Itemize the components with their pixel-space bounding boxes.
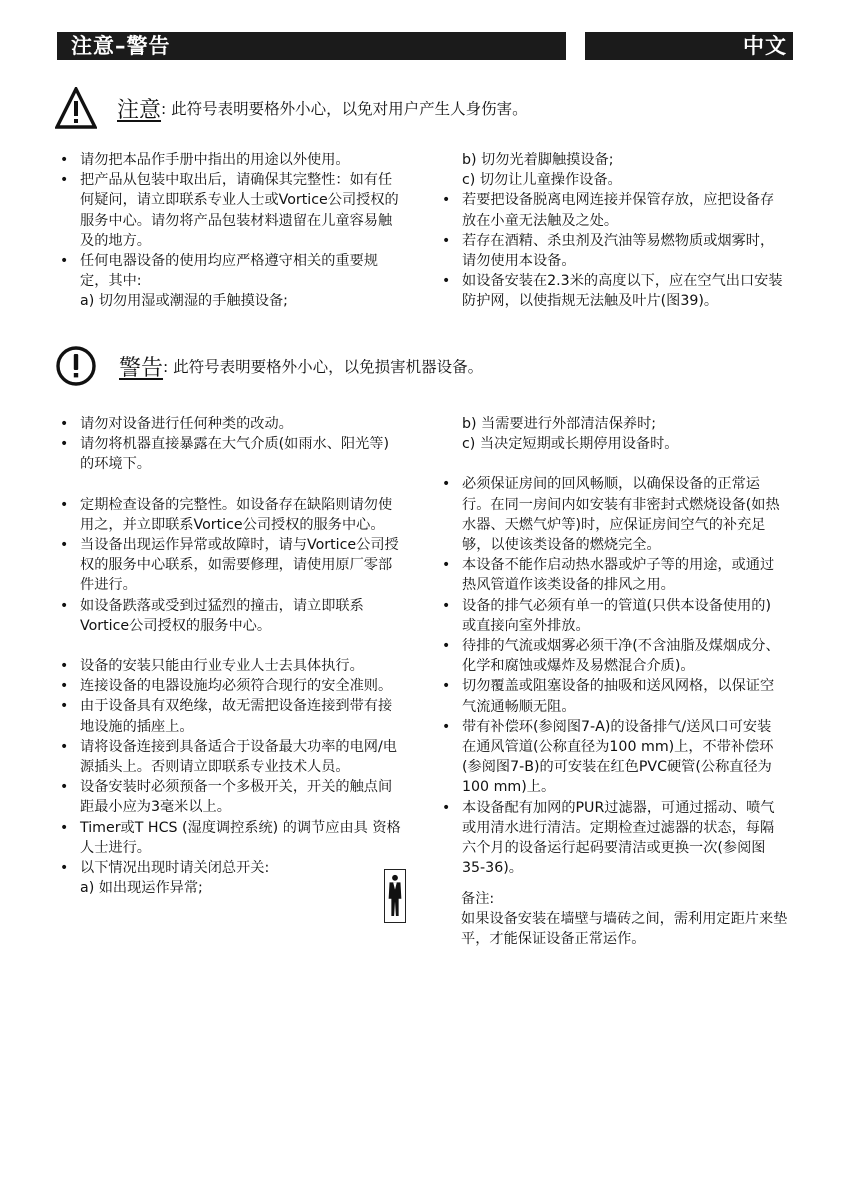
sub-item: c) 切勿让儿童操作设备。 (462, 172, 622, 189)
exclamation-circle-icon (55, 345, 97, 387)
bullet-item: • 如设备跌落或受到过猛烈的撞击，请立即联系Vortice公司授权的服务中心。 (58, 596, 403, 636)
caution-heading (55, 87, 528, 129)
qualified-technician-icon (384, 869, 406, 923)
caution-right-column (440, 150, 785, 312)
note-block (461, 889, 806, 950)
sub-item: b) 当需要进行外部清洁保养时; (462, 416, 657, 432)
section-title-bar (57, 32, 566, 60)
bullet-item: • 把产品从包装中取出后，请确保其完整性：如有任何疑问，请立即联系专业人士或Vortice公司授权的服务中心。请勿将产品包装材料遗留在儿童容易触及的地方。 (58, 170, 403, 251)
bullet-item: • 请将设备连接到具备适合于设备最大功率的电网/电源插头上。否则请立即联系专业技术人员。 (58, 737, 403, 777)
bullet-item: • 如设备安装在2.3米的高度以下，应在空气出口安装防护网，以使指规无法触及叶片(图39)。 (440, 271, 785, 311)
bullet-item: • 切勿覆盖或阻塞设备的抽吸和送风网格，以保证空气流通畅顺无阻。 (440, 676, 785, 716)
section-title: 注意–警告 (71, 34, 171, 58)
bullet-item: • 本设备配有加网的PUR过滤器，可通过摇动、喷气或用清水进行清洁。定期检查过滤器的状态，每隔六个月的设备运行起码要清洁或更换一次(参阅图35-36)。 (440, 798, 785, 879)
language-label-bar (585, 32, 793, 60)
warning-triangle-icon (55, 87, 97, 129)
warning-right-column (440, 414, 785, 878)
bullet-item: • 设备安装时必须预备一个多极开关，开关的触点间距最小应为3毫米以上。 (58, 777, 403, 817)
caution-description: : 此符号表明要格外小心，以免对用户产生人身伤害。 (161, 100, 528, 118)
bullet-item: • 请勿把本品作手册中指出的用途以外使用。 (58, 150, 403, 170)
bullet-item: • 设备的排气必须有单一的管道(只供本设备使用的)或直接向室外排放。 (440, 596, 785, 636)
warning-description: : 此符号表明要格外小心，以免损害机器设备。 (163, 358, 484, 376)
note-text: 如果设备安装在墙壁与墙砖之间，需利用定距片来垫平，才能保证设备正常运作。 (461, 911, 788, 948)
bullet-item: • 连接设备的电器设施均必须符合现行的安全准则。 (58, 676, 403, 696)
bullet-item: • 当设备出现运作异常或故障时，请与Vortice公司授权的服务中心联系，如需要修理，请使用原厂零部件进行。 (58, 535, 403, 596)
warning-heading (55, 345, 483, 387)
bullet-item: • 待排的气流或烟雾必须干净(不含油脂及煤烟成分、化学和腐蚀或爆炸及易燃混合介质)。 (440, 636, 785, 676)
bullet-item: • 请勿将机器直接暴露在大气介质(如雨水、阳光等)的环境下。 (58, 434, 403, 474)
bullet-item: • 本设备不能作启动热水器或炉子等的用途，或通过热风管道作该类设备的排风之用。 (440, 555, 785, 595)
warning-left-column (58, 414, 403, 898)
bullet-item: • Timer或T HCS (湿度调控系统) 的调节应由具 资格人士进行。 (58, 818, 403, 858)
caution-title: 注意 (117, 97, 162, 123)
sub-item: a) 切勿用湿或潮湿的手触摸设备; (80, 293, 288, 310)
sub-item: b) 切勿光着脚触摸设备; (462, 152, 614, 168)
warning-title: 警告 (119, 355, 164, 381)
bullet-item: • 以下情况出现时请关闭总开关: (58, 858, 403, 878)
bullet-item: • 请勿对设备进行任何种类的改动。 (58, 414, 403, 434)
bullet-item: • 定期检查设备的完整性。如设备存在缺陷则请勿使用之，并立即联系Vortice公司授权的服务中心。 (58, 495, 403, 535)
bullet-item: • 任何电器设备的使用均应严格遵守相关的重要规定，其中: (58, 251, 403, 291)
note-label: 备注: (461, 891, 495, 907)
sub-item: c) 当决定短期或长期停用设备时。 (462, 436, 679, 453)
sub-item: a) 如出现运作异常; (80, 880, 203, 897)
bullet-item: • 由于设备具有双绝缘，故无需把设备连接到带有接地设施的插座上。 (58, 696, 403, 736)
bullet-item: • 必须保证房间的回风畅顺，以确保设备的正常运行。在同一房间内如安装有非密封式燃烧设备(如热水器、天燃气炉等)时，应保证房间空气的补充足够，以使该类设备的燃烧完全。 (440, 474, 785, 555)
caution-left-column (58, 150, 403, 312)
bullet-item: • 设备的安装只能由行业专业人士去具体执行。 (58, 656, 403, 676)
bullet-item: • 若要把设备脱离电网连接并保管存放，应把设备存放在小童无法触及之处。 (440, 190, 785, 230)
bullet-item: • 若存在酒精、杀虫剂及汽油等易燃物质或烟雾时，请勿使用本设备。 (440, 231, 785, 271)
bullet-item: • 带有补偿环(参阅图7-A)的设备排气/送风口可安装在通风管道(公称直径为100 mm)上，不带补偿环(参阅图7-B)的可安装在红色PVC硬管(公称直径为100 mm)上。 (440, 717, 785, 798)
language-label: 中文 (743, 34, 787, 58)
